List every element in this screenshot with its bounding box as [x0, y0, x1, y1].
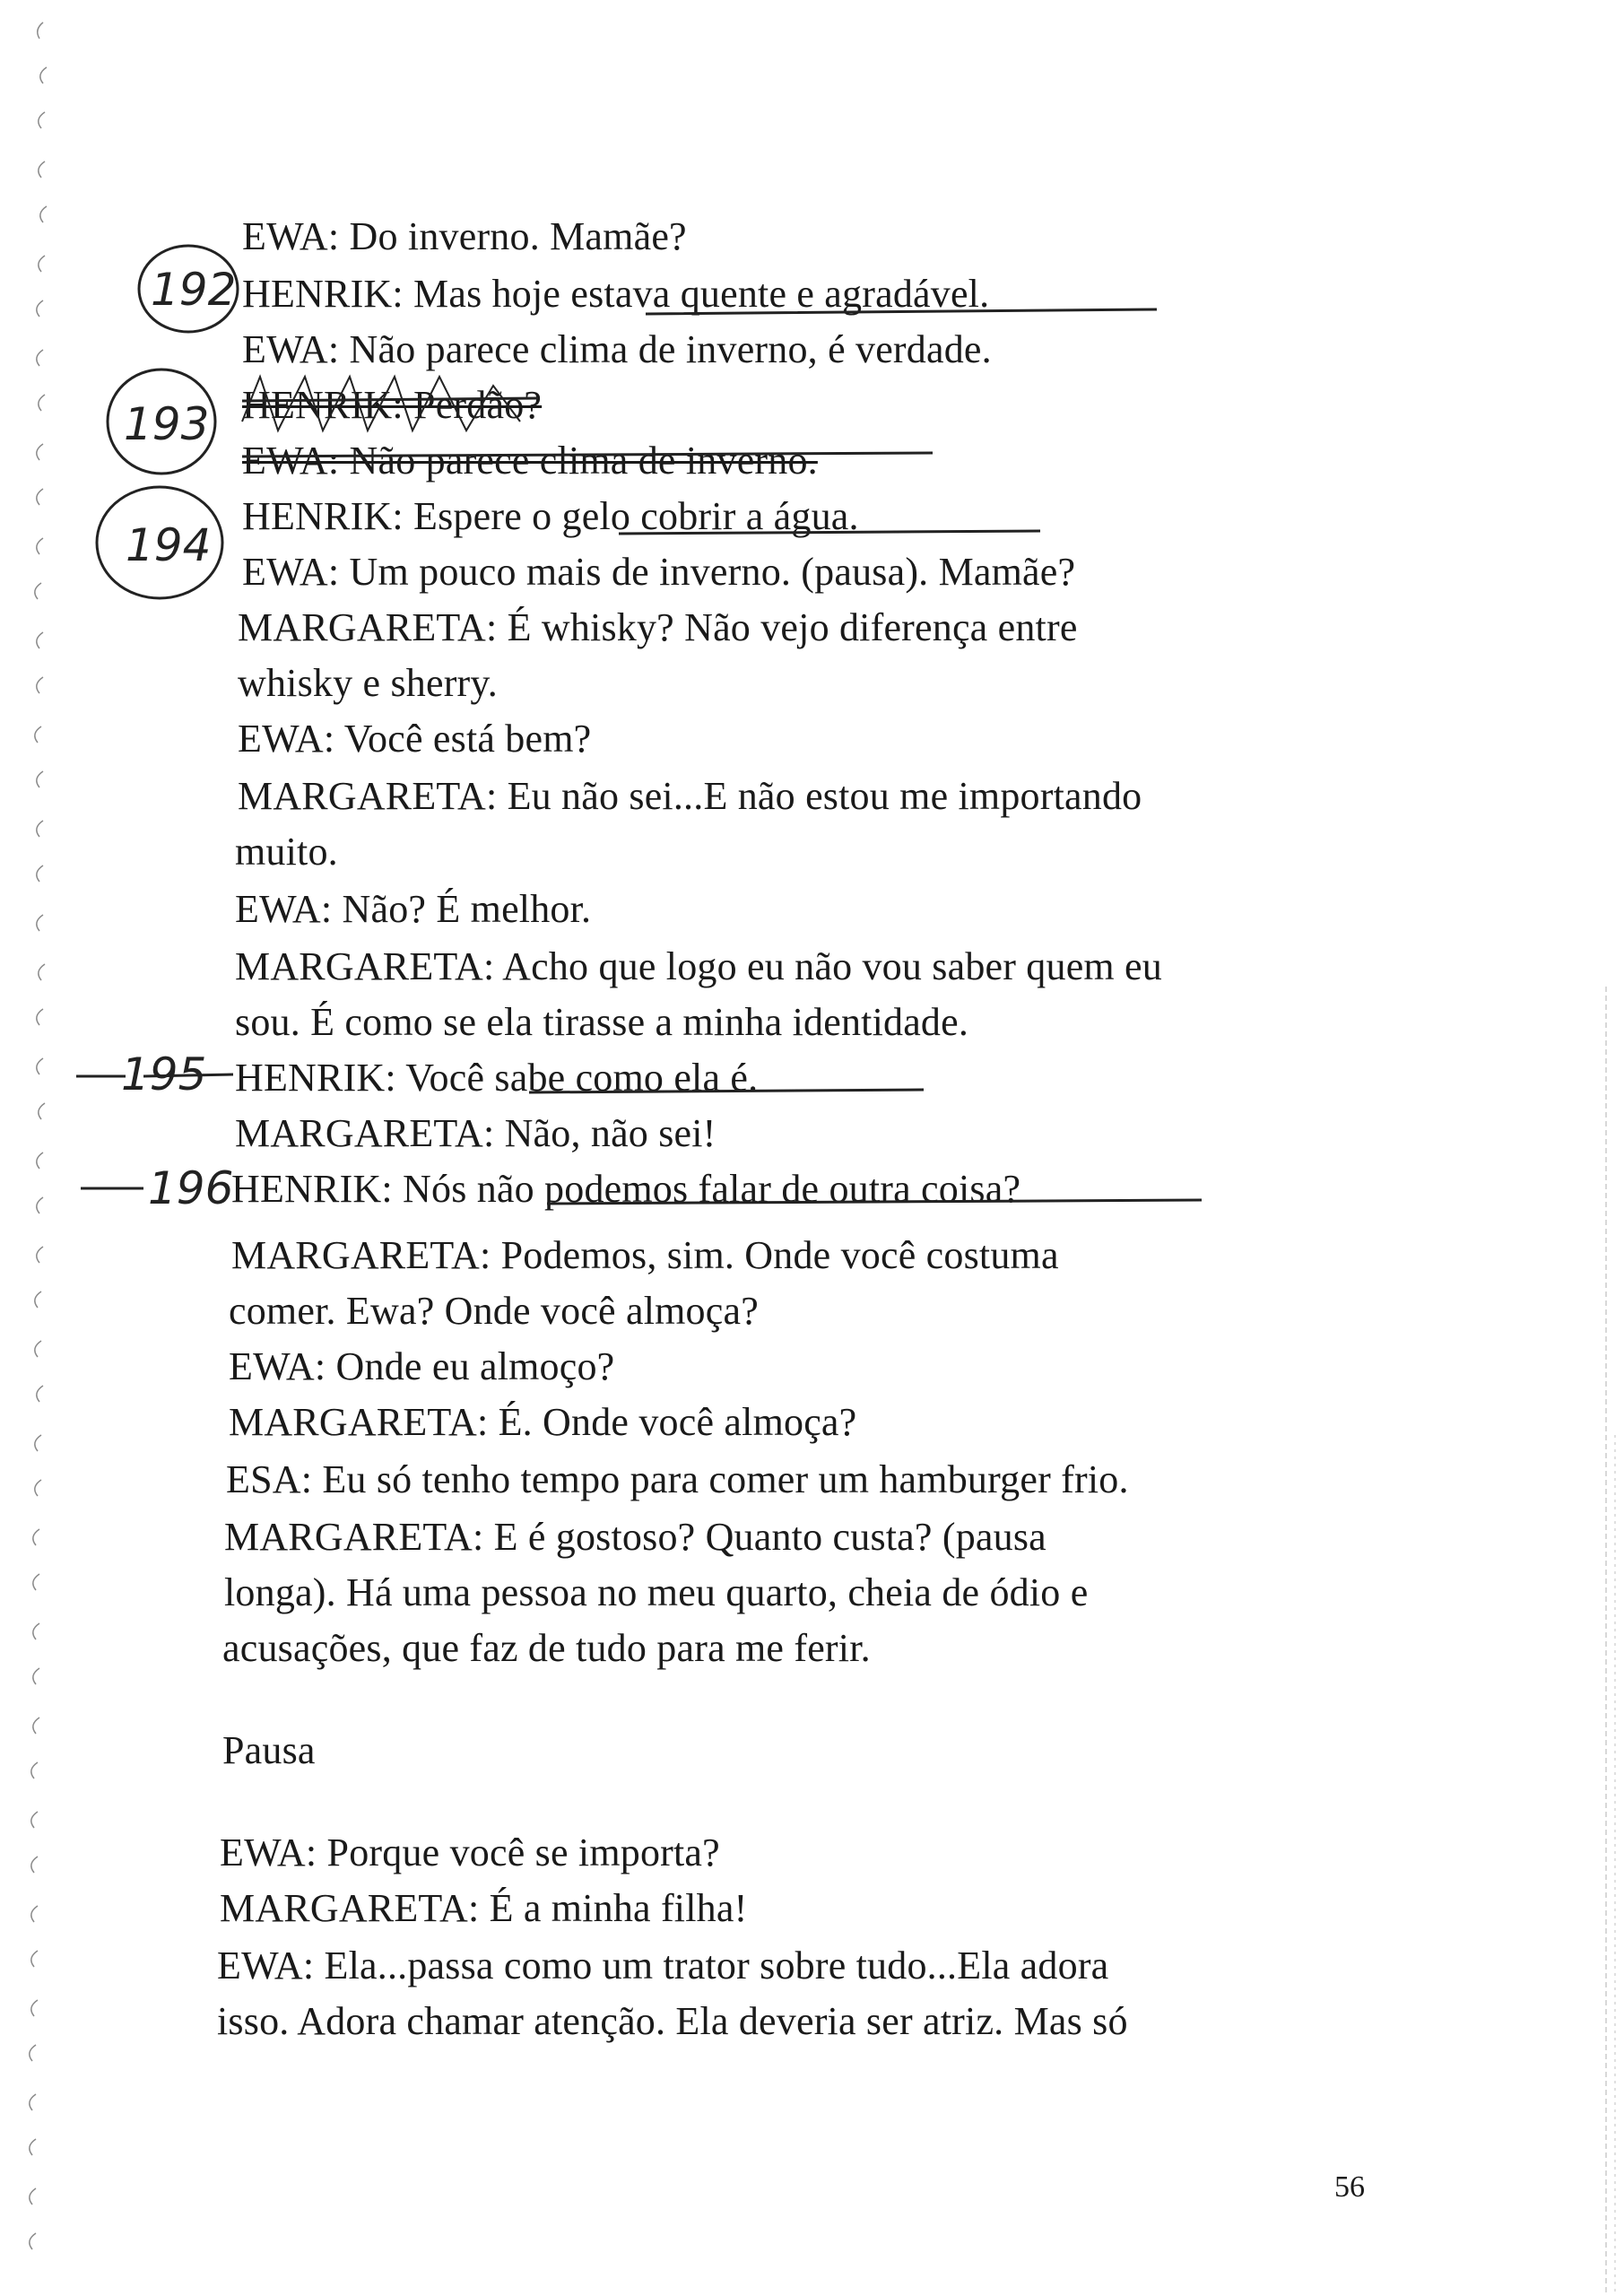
script-line: HENRIK: Você sabe como ela é. — [235, 1056, 759, 1100]
script-line: MARGARETA: Não, não sei! — [235, 1111, 716, 1155]
script-line: whisky e sherry. — [238, 661, 498, 705]
stage-direction: Pausa — [222, 1728, 316, 1772]
script-line: acusações, que faz de tudo para me ferir. — [222, 1626, 871, 1670]
script-line: HENRIK: Nós não podemos falar de outra coisa? — [231, 1167, 1021, 1211]
cue-number: 192 — [151, 264, 237, 316]
script-line: isso. Adora chamar atenção. Ela deveria ser atriz. Mas só — [217, 1999, 1128, 2043]
script-line: EWA: Você está bem? — [238, 717, 592, 761]
script-line: MARGARETA: Eu não sei...E não estou me importando — [238, 774, 1142, 818]
script-line: muito. — [235, 830, 338, 874]
script-line: MARGARETA: Acho que logo eu não vou saber quem eu — [235, 944, 1162, 988]
script-line: EWA: Porque você se importa? — [220, 1831, 720, 1874]
cue-number: 193 — [124, 398, 210, 450]
script-line: EWA: Onde eu almoço? — [229, 1344, 615, 1388]
script-line: EWA: Um pouco mais de inverno. (pausa). Mamãe? — [242, 550, 1076, 594]
script-line: longa). Há uma pessoa no meu quarto, cheia de ódio e — [224, 1570, 1089, 1614]
struck-script-line: HENRIK: Perdão? — [242, 383, 543, 427]
script-line: EWA: Não? É melhor. — [235, 887, 592, 931]
page-number: 56 — [1334, 2170, 1365, 2204]
script-line: comer. Ewa? Onde você almoça? — [229, 1289, 759, 1333]
script-line: HENRIK: Mas hoje estava quente e agradável. — [242, 272, 990, 316]
script-line: MARGARETA: E é gostoso? Quanto custa? (pausa — [224, 1515, 1046, 1559]
script-line: EWA: Ela...passa como um trator sobre tudo...Ela adora — [217, 1944, 1109, 1987]
cue-number: 194 — [126, 519, 212, 571]
script-line: ESA: Eu só tenho tempo para comer um hamburger frio. — [226, 1457, 1129, 1501]
script-line: sou. É como se ela tirasse a minha identidade. — [235, 1000, 969, 1044]
script-line: MARGARETA: É. Onde você almoça? — [229, 1400, 857, 1444]
script-line: EWA: Do inverno. Mamãe? — [242, 214, 687, 258]
cue-number: 195 — [121, 1048, 207, 1100]
struck-script-line: EWA: Não parece clima de inverno. — [242, 439, 818, 483]
script-line: MARGARETA: É a minha filha! — [220, 1886, 748, 1930]
script-line: HENRIK: Espere o gelo cobrir a água. — [242, 494, 859, 538]
script-line: MARGARETA: É whisky? Não vejo diferença entre — [238, 605, 1078, 649]
script-line: MARGARETA: Podemos, sim. Onde você costuma — [231, 1233, 1059, 1277]
cue-number: 196 — [148, 1162, 234, 1214]
script-line: EWA: Não parece clima de inverno, é verdade. — [242, 327, 992, 371]
